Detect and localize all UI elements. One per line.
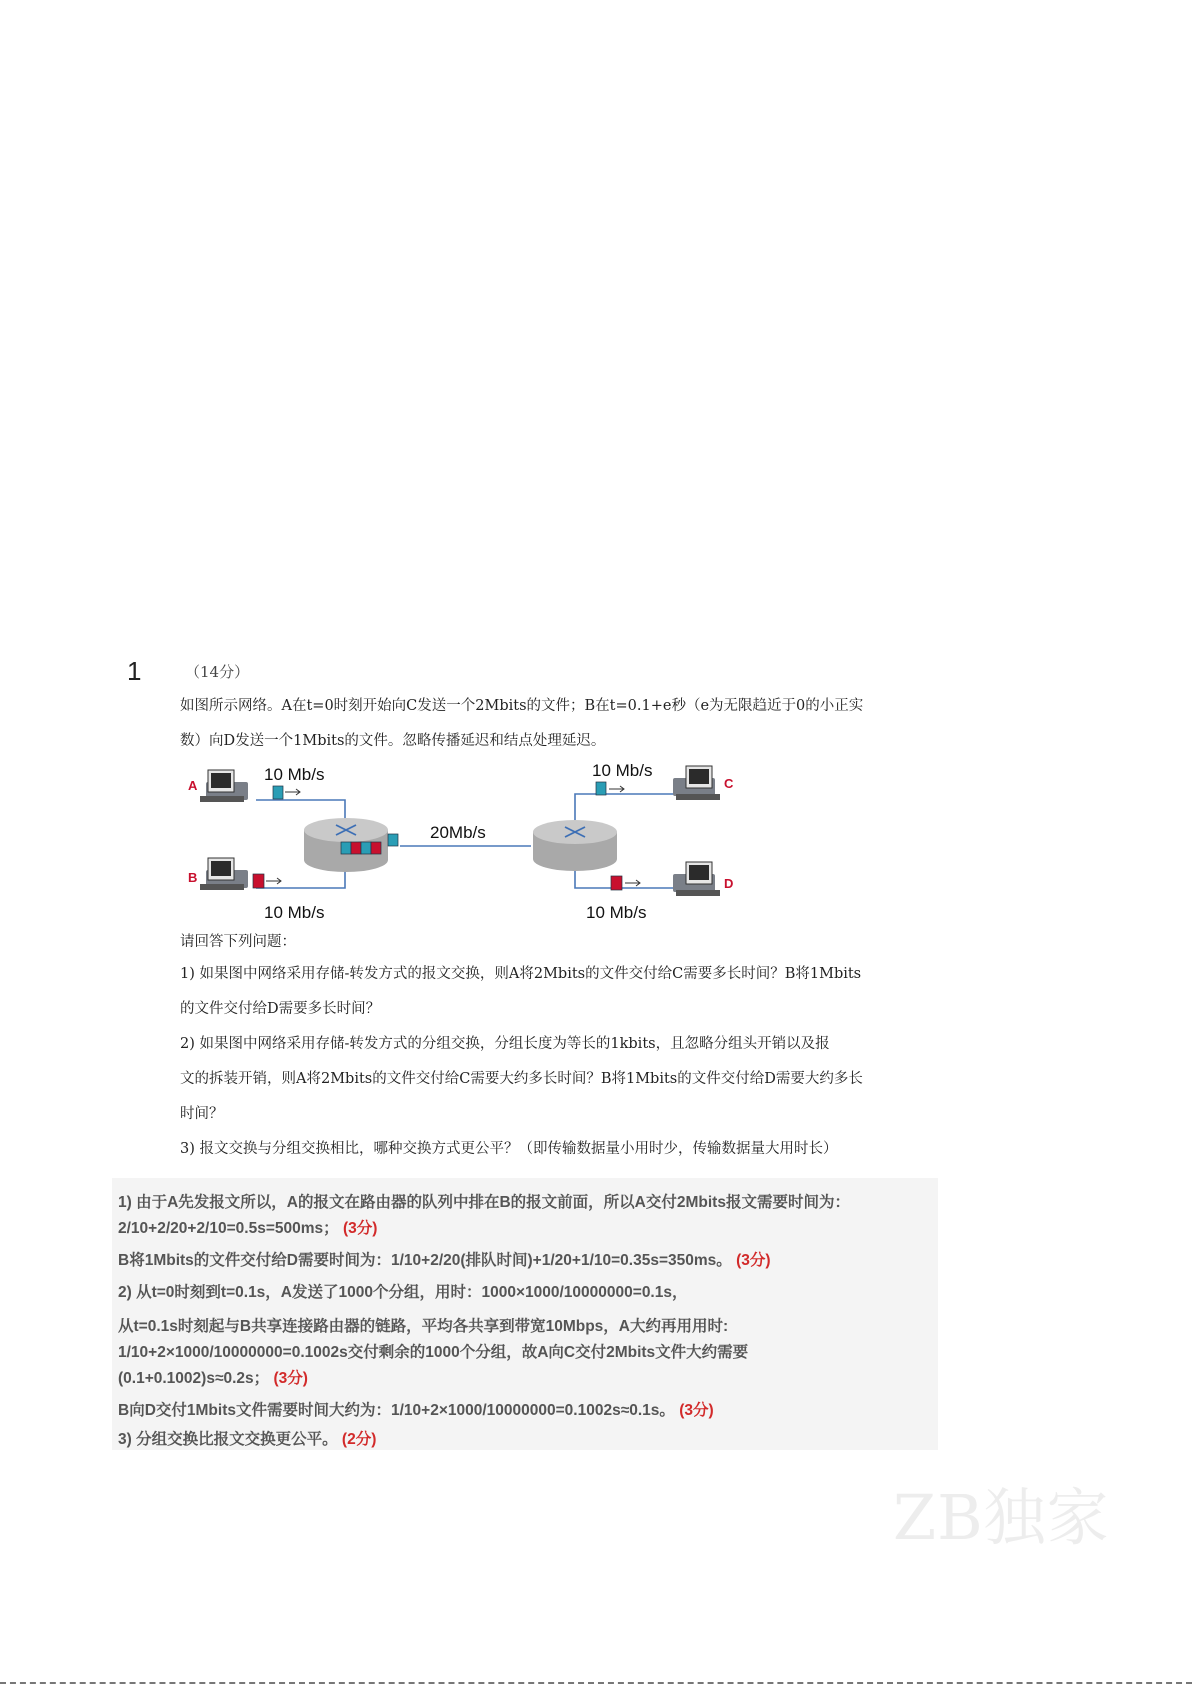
sub-question-2-line-1: 2) 如果图中网络采用存储-转发方式的分组交换，分组长度为等长的1kbits，且忽略分组头开销以及报 [180, 1036, 830, 1052]
answer-line-7-points: (3分) [273, 1370, 308, 1387]
answer-line-9-points: (2分) [341, 1431, 377, 1448]
host-d-computer-icon [673, 862, 720, 896]
answer-line-7 [118, 1366, 308, 1388]
question-score: （14分） [185, 663, 250, 681]
packet-b [253, 874, 281, 888]
network-diagram [178, 758, 748, 928]
host-b-computer-icon [200, 858, 248, 890]
page-bottom-rule [0, 1682, 1192, 1684]
sub-question-2-line-2: 文的拆装开销，则A将2Mbits的文件交付给C需要大约多长时间？B将1Mbits的文件交付给D需要大约多长 [180, 1071, 863, 1087]
answer-line-3-text: B将1Mbits的文件交付给D需要时间为：1/10+2/20(排队时间)+1/20+1/10=0.35s=350ms。 [118, 1252, 732, 1269]
answer-line-2-text: 2/10+2/20+2/10=0.5s=500ms； [118, 1220, 339, 1237]
packet-c [596, 782, 624, 795]
link-b-label: 10 Mb/s [264, 903, 325, 922]
sub-question-1-line-2: 的文件交付给D需要多长时间？ [180, 1001, 381, 1017]
question-intro-line-1: 如图所示网络。A在t=0时刻开始向C发送一个2Mbits的文件；B在t=0.1+e秒（e为无限趋近于0的小正实 [180, 698, 864, 714]
packet-a [273, 786, 300, 799]
host-a-computer-icon [200, 770, 248, 802]
link-mid-label: 20Mb/s [430, 823, 486, 842]
answer-line-3-points: (3分) [736, 1252, 771, 1269]
watermark: ZB独家 [893, 1481, 1110, 1554]
answer-line-3 [118, 1248, 771, 1270]
answer-line-6: 1/10+2×1000/10000000=0.1002s交付剩余的1000个分组，故A向C交付2Mbits文件大约需要 [118, 1344, 749, 1361]
question-number: 1 [127, 656, 142, 686]
answer-line-7-text: (0.1+0.1002)s≈0.2s； [118, 1370, 270, 1387]
answer-line-4: 2) 从t=0时刻到t=0.1s，A发送了1000个分组，用时：1000×1000/10000000=0.1s， [118, 1284, 688, 1301]
answer-line-8-points: (3分) [679, 1402, 714, 1419]
sub-question-1-line-1: 1) 如果图中网络采用存储-转发方式的报文交换，则A将2Mbits的文件交付给C需要多长时间？B将1Mbits [180, 966, 862, 982]
host-a-label: A [188, 778, 198, 793]
link-d-label: 10 Mb/s [586, 903, 647, 922]
answer-line-9 [118, 1427, 376, 1449]
answer-line-8 [118, 1398, 714, 1420]
host-d-label: D [724, 876, 734, 891]
answer-line-1: 1) 由于A先发报文所以，A的报文在路由器的队列中排在B的报文前面，所以A交付2Mbits报文需要时间为： [118, 1194, 850, 1211]
link-c-label: 10 Mb/s [592, 761, 653, 780]
answer-line-2 [118, 1216, 377, 1238]
answer-line-8-text: B向D交付1Mbits文件需要时间大约为：1/10+2×1000/10000000=0.1002s≈0.1s。 [118, 1402, 675, 1419]
link-a-label: 10 Mb/s [264, 765, 325, 784]
answer-line-2-points: (3分) [342, 1220, 378, 1237]
sub-question-3-line-1: 3) 报文交换与分组交换相比，哪种交换方式更公平？（即传输数据量小用时少，传输数据量大用时长） [180, 1141, 838, 1157]
sub-question-2-line-3: 时间？ [180, 1106, 224, 1122]
host-c-label: C [724, 776, 734, 791]
question-intro-line-2: 数）向D发送一个1Mbits的文件。忽略传播延迟和结点处理延迟。 [180, 733, 606, 749]
answer-line-9-text: 3) 分组交换比报文交换更公平。 [118, 1431, 338, 1448]
host-c-computer-icon [673, 766, 720, 800]
router-2-icon [533, 820, 617, 871]
answer-line-5: 从t=0.1s时刻起与B共享连接路由器的链路，平均各共享到带宽10Mbps，A大约再用用时: [118, 1318, 729, 1335]
answer-box [112, 1178, 938, 1450]
question-prompt: 请回答下列问题： [180, 934, 296, 950]
host-b-label: B [188, 870, 198, 885]
